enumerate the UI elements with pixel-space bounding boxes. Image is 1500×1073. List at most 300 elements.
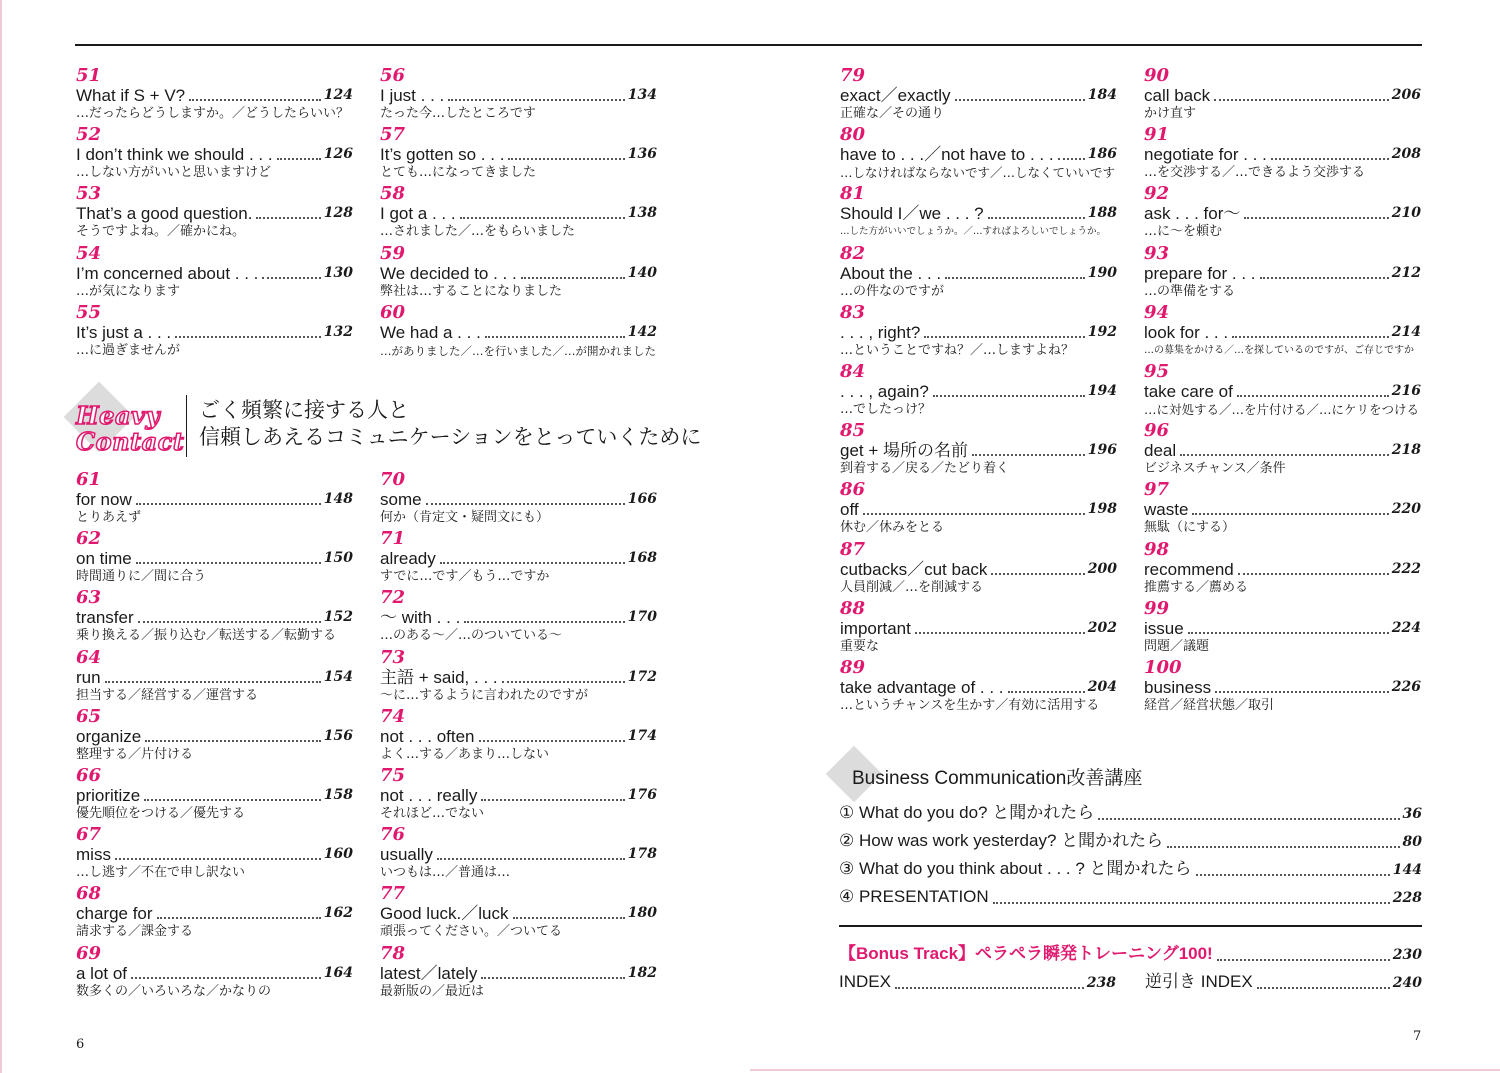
toc-entry[interactable] (76, 303, 353, 362)
page-edge-left (0, 0, 2, 1073)
page-number: 220 (1391, 501, 1421, 518)
toc-entry[interactable] (76, 884, 353, 943)
page-number: 124 (323, 87, 353, 103)
entry-phrase: off (840, 500, 859, 520)
entry-number: 86 (840, 479, 866, 501)
entry-phrase: It’s gotten so . . . (380, 145, 505, 165)
toc-entry[interactable] (76, 825, 353, 884)
leader-dots (136, 503, 321, 505)
toc-entry[interactable] (380, 529, 657, 588)
entry-phrase: look for . . . (1144, 322, 1229, 342)
entry-number: 55 (76, 301, 102, 323)
leader-dots (262, 277, 320, 279)
leader-dots (1271, 158, 1389, 160)
entry-phrase: charge for (76, 904, 153, 924)
page-number: 222 (1391, 560, 1421, 577)
entry-phrase: Good luck.／luck (380, 904, 509, 924)
entry-line (380, 323, 657, 342)
toc-entry[interactable] (840, 125, 1117, 184)
leader-dots (115, 858, 321, 860)
entry-phrase: . . . , again? (840, 381, 929, 401)
entry-phrase: call back (1144, 86, 1211, 105)
bonus-track-item[interactable] (839, 943, 1422, 965)
section-divider (186, 395, 187, 457)
bonus-track-label: 【Bonus Track】ペラペラ瞬発トレーニング100! (839, 944, 1213, 963)
entry-translation: …だったらどうしますか。／どうしたらいい？ (76, 106, 350, 121)
index-item[interactable] (839, 971, 1116, 993)
leader-dots (1167, 846, 1399, 848)
leader-dots (136, 562, 321, 564)
entry-translation: 経営／経営状態／取引 (1144, 697, 1275, 713)
entry-number: 80 (840, 124, 866, 146)
entry-line (1144, 382, 1421, 401)
entry-number: 62 (76, 528, 102, 550)
toc-entry[interactable] (76, 66, 353, 125)
entry-line (380, 490, 657, 509)
toc-entry[interactable] (840, 480, 1117, 539)
entry-line (840, 382, 1117, 401)
page-number: 152 (323, 609, 353, 626)
entry-number: 78 (380, 942, 406, 964)
entry-translation: …がありました／…を行いました／…が開かれました (380, 343, 656, 358)
entry-translation: …というチャンスを生かす／有効に活用する (840, 697, 1100, 713)
entry-translation: かけ直す (1144, 106, 1197, 121)
toc-entry[interactable] (76, 944, 353, 1003)
toc-entry[interactable] (380, 244, 657, 303)
entry-number: 73 (380, 646, 406, 668)
toc-entry[interactable] (1144, 184, 1421, 243)
entry-phrase: I’m concerned about . . . (76, 263, 259, 283)
entry-phrase: waste (1144, 500, 1189, 520)
toc-entry[interactable] (840, 658, 1117, 717)
toc-entry[interactable] (76, 766, 353, 825)
entry-line (840, 204, 1117, 223)
entry-phrase: cutbacks／cut back (840, 559, 988, 579)
entry-line (380, 845, 657, 864)
entry-line (76, 86, 353, 105)
page-number: 164 (323, 964, 353, 981)
entry-number: 72 (380, 587, 406, 609)
entry-line (840, 323, 1117, 342)
entry-line (840, 619, 1117, 638)
entry-phrase: I got a . . . (380, 204, 456, 224)
toc-entry[interactable] (380, 66, 657, 125)
leader-dots (256, 217, 320, 219)
folio-right: 7 (1413, 1029, 1422, 1044)
entry-phrase: take advantage of . . . (840, 677, 1004, 697)
entry-phrase: I just . . . (380, 86, 445, 105)
entry-line (840, 441, 1117, 460)
entry-number: 53 (76, 183, 102, 205)
entry-number: 99 (1144, 597, 1170, 619)
toc-entry[interactable] (1144, 480, 1421, 539)
entry-number: 96 (1144, 420, 1170, 442)
page-number: 158 (323, 786, 353, 803)
leader-dots (915, 632, 1085, 634)
entry-translation: …に対処する／…を片付ける／…にケリをつける (1144, 401, 1420, 417)
entry-line (76, 549, 353, 568)
entry-line (840, 86, 1117, 105)
entry-number: 90 (1144, 65, 1170, 86)
entry-translation: 担当する／経営する／運営する (76, 687, 259, 703)
page-number: 200 (1087, 560, 1117, 577)
leader-dots (144, 799, 321, 801)
entry-translation: とても…になってきました (380, 165, 537, 181)
leader-dots (145, 740, 321, 742)
entry-number: 54 (76, 242, 102, 264)
toc-entry[interactable] (840, 66, 1117, 125)
entry-line (380, 86, 657, 105)
entry-translation: とりあえず (76, 510, 142, 525)
entry-number: 94 (1144, 301, 1170, 323)
leader-dots (277, 158, 321, 160)
entry-line (76, 845, 353, 864)
toc-entry[interactable] (380, 184, 657, 243)
page-number: 218 (1391, 442, 1421, 459)
page-number: 228 (1392, 890, 1422, 906)
entry-line (840, 560, 1117, 579)
toc-entry[interactable] (380, 648, 657, 707)
entry-number: 57 (380, 124, 406, 146)
entry-translation: …に～を頼む (1144, 224, 1223, 240)
toc-entry[interactable] (380, 944, 657, 1003)
leader-dots (437, 858, 625, 860)
toc-entry[interactable] (380, 884, 657, 943)
toc-entry[interactable] (1144, 599, 1421, 658)
entry-line (76, 204, 353, 223)
entry-line (1144, 204, 1421, 223)
page-number: 176 (627, 786, 657, 803)
leader-dots (988, 217, 1085, 219)
toc-entry[interactable] (840, 599, 1117, 658)
leader-dots (175, 336, 321, 338)
page-number: 142 (627, 323, 657, 340)
entry-translation: …が気になります (76, 283, 181, 299)
entry-translation: そうですよね。／確かにね。 (76, 224, 246, 240)
toc-entry[interactable] (1144, 540, 1421, 599)
entry-translation: よく…する／あまり…しない (380, 746, 550, 762)
toc-entry[interactable] (380, 766, 657, 825)
leader-dots (513, 917, 625, 919)
entry-line (76, 727, 353, 746)
page-number: 192 (1087, 323, 1117, 340)
reverse-index-label: 逆引き INDEX (1145, 972, 1253, 991)
toc-entry[interactable] (1144, 303, 1421, 362)
entry-line (76, 964, 353, 983)
toc-entry[interactable] (380, 303, 657, 362)
entry-translation: 時間通りに／間に合う (76, 569, 207, 585)
toc-entry[interactable] (1144, 658, 1421, 717)
entry-line (1144, 619, 1421, 638)
entry-number: 88 (840, 597, 866, 619)
leader-dots (1214, 99, 1389, 101)
entry-translation: …ということですね？／…しますよね？ (840, 342, 1075, 358)
page-number: 206 (1391, 87, 1421, 103)
entry-phrase: exact／exactly (840, 86, 951, 105)
page-number: 204 (1087, 678, 1117, 695)
entry-number: 95 (1144, 360, 1170, 382)
toc-entry[interactable] (76, 529, 353, 588)
entry-phrase: prioritize (76, 785, 141, 805)
heavy-contact-badge (68, 385, 188, 463)
toc-entry[interactable] (380, 125, 657, 184)
entry-number: 58 (380, 183, 406, 205)
folio-left: 6 (76, 1037, 85, 1052)
entry-phrase: a lot of (76, 963, 128, 983)
toc-entry[interactable] (840, 421, 1117, 480)
entry-translation: 弊社は…することになりました (380, 283, 563, 299)
page-number: 130 (323, 264, 353, 281)
section-rule (839, 925, 1422, 927)
entry-line (1144, 86, 1421, 105)
page-number: 156 (323, 727, 353, 744)
page-number: 126 (323, 146, 353, 163)
entry-number: 66 (76, 764, 102, 786)
entry-number: 68 (76, 883, 102, 905)
entry-phrase: transfer (76, 608, 134, 628)
entry-phrase: deal (1144, 441, 1177, 461)
page-number: 202 (1087, 619, 1117, 636)
entry-translation: 休む／休みをとる (840, 520, 945, 536)
entry-translation: 到着する／戻る／たどり着く (840, 461, 1010, 477)
entry-number: 64 (76, 646, 102, 668)
leader-dots (502, 681, 625, 683)
entry-translation: 請求する／課金する (76, 924, 194, 940)
leader-dots (1237, 395, 1389, 397)
entry-phrase: . . . , right? (840, 322, 921, 342)
toc-entry[interactable] (380, 588, 657, 647)
entry-phrase: have to . . .／not have to . . . (840, 145, 1054, 165)
bc-item-2[interactable] (839, 830, 1422, 852)
entry-translation: …を交渉する／…できるよう交渉する (1144, 165, 1366, 181)
entry-line (380, 204, 657, 223)
toc-entry[interactable] (1144, 66, 1421, 125)
entry-line (76, 264, 353, 283)
entry-translation: …した方がいいでしょうか。／…すればよろしいでしょうか。 (840, 226, 1107, 238)
toc-entry[interactable] (840, 303, 1117, 362)
entry-phrase: take care of (1144, 381, 1233, 401)
entry-line (380, 727, 657, 746)
page-number: 150 (323, 550, 353, 567)
toc-entry[interactable] (380, 825, 657, 884)
entry-translation: …の準備をする (1144, 283, 1236, 299)
entry-number: 93 (1144, 242, 1170, 264)
entry-number: 97 (1144, 479, 1170, 501)
toc-entry[interactable] (840, 184, 1117, 243)
page-number: 198 (1087, 501, 1117, 518)
entry-translation: 無駄（にする） (1144, 520, 1236, 536)
entry-number: 92 (1144, 183, 1170, 205)
toc-entry[interactable] (840, 362, 1117, 421)
entry-line (840, 678, 1117, 697)
entry-line (380, 145, 657, 164)
page-number: 180 (627, 905, 657, 922)
heavy-label: Heavy (76, 401, 160, 430)
entry-number: 56 (380, 65, 406, 86)
bc-item-3[interactable] (839, 858, 1422, 880)
entry-translation: すでに…です／もう…ですか (380, 569, 550, 585)
leader-dots (1260, 277, 1389, 279)
entry-phrase: some (380, 490, 422, 509)
page-number: 36 (1402, 806, 1422, 822)
page-number: 160 (323, 846, 353, 863)
entry-translation: いつもは…／普通は… (380, 865, 511, 881)
entry-phrase: ask . . . for～ (1144, 204, 1241, 224)
entry-translation: 重要な (840, 638, 880, 654)
toc-column-90-100 (1144, 66, 1421, 717)
toc-column-61-69 (76, 470, 353, 1003)
entry-translation: 数多くの／いろいろな／かなりの (76, 983, 272, 999)
entry-line (1144, 441, 1421, 460)
bc-item-4[interactable] (839, 886, 1422, 908)
leader-dots (1257, 987, 1390, 989)
leader-dots (1058, 158, 1085, 160)
toc-entry[interactable] (1144, 244, 1421, 303)
page-number: 166 (627, 491, 657, 507)
entry-phrase: I don’t think we should . . . (76, 145, 273, 165)
entry-phrase: That’s a good question. (76, 204, 253, 224)
entry-translation: …でしたっけ？ (840, 401, 932, 417)
entry-phrase: issue (1144, 618, 1184, 638)
leader-dots (440, 562, 625, 564)
page-number: 134 (627, 87, 657, 103)
page-number: 178 (627, 846, 657, 863)
entry-number: 91 (1144, 124, 1170, 146)
entry-line (76, 668, 353, 687)
page-number: 170 (627, 609, 657, 626)
entry-line (380, 904, 657, 923)
page-edge-bottom (750, 1069, 1500, 1071)
entry-number: 74 (380, 705, 406, 727)
entry-phrase: organize (76, 726, 142, 746)
leader-dots (157, 917, 321, 919)
contact-label: Contact (76, 427, 185, 456)
page-number: 226 (1391, 678, 1421, 695)
page-number: 214 (1391, 323, 1421, 340)
leader-dots (189, 99, 321, 101)
bc-item-label: ③ What do you think about . . . ? と聞かれたら (839, 859, 1192, 878)
entry-phrase: for now (76, 490, 132, 509)
entry-number: 52 (76, 124, 102, 146)
page-number: 168 (627, 550, 657, 567)
entry-number: 98 (1144, 538, 1170, 560)
entry-line (1144, 145, 1421, 164)
toc-entry[interactable] (380, 707, 657, 766)
leader-dots (945, 277, 1085, 279)
entry-phrase: important (840, 618, 911, 638)
page-number: 212 (1391, 264, 1421, 281)
leader-dots (1232, 336, 1389, 338)
section-heading-line2: 信頼しあえるコミュニケーションをとっていくために (199, 425, 702, 449)
toc-entry[interactable] (840, 540, 1117, 599)
leader-dots (131, 977, 321, 979)
index-label: INDEX (839, 972, 891, 991)
entry-line (76, 786, 353, 805)
toc-entry[interactable] (76, 470, 353, 529)
entry-number: 87 (840, 538, 866, 560)
bc-item-label: ② How was work yesterday? と聞かれたら (839, 831, 1164, 850)
toc-entry[interactable] (1144, 362, 1421, 421)
leader-dots (1196, 874, 1390, 876)
entry-number: 65 (76, 705, 102, 727)
toc-entry[interactable] (76, 588, 353, 647)
page-number: 138 (627, 205, 657, 222)
entry-translation: 正確な／その通り (840, 106, 945, 121)
toc-entry[interactable] (76, 707, 353, 766)
entry-phrase: run (76, 667, 101, 687)
toc-entry[interactable] (1144, 125, 1421, 184)
entry-number: 76 (380, 824, 406, 846)
entry-translation: 頑張ってください。／ついてる (380, 924, 563, 940)
leader-dots (479, 740, 625, 742)
toc-column-51-55 (76, 66, 353, 362)
leader-dots (460, 217, 625, 219)
toc-entry[interactable] (840, 244, 1117, 303)
leader-dots (1238, 573, 1389, 575)
page-number: 240 (1392, 975, 1422, 991)
toc-entry[interactable] (380, 470, 657, 529)
toc-column-70-78 (380, 470, 657, 1003)
page-number: 148 (323, 491, 353, 507)
entry-phrase: ～ with . . . (380, 608, 461, 628)
leader-dots (448, 99, 625, 101)
page-number: 128 (323, 205, 353, 222)
toc-entry[interactable] (76, 244, 353, 303)
entry-translation: ビジネスチャンス／条件 (1144, 461, 1286, 477)
page-number: 186 (1087, 146, 1117, 163)
entry-number: 100 (1144, 656, 1182, 678)
entry-number: 59 (380, 242, 406, 264)
entry-line (380, 668, 657, 687)
entry-phrase: Should I／we . . . ? (840, 204, 984, 224)
entry-number: 83 (840, 301, 866, 323)
bc-item-label: ④ PRESENTATION (839, 887, 989, 906)
entry-phrase: It’s just a . . . (76, 322, 172, 342)
toc-entry[interactable] (1144, 421, 1421, 480)
entry-phrase: 主語 + said, . . . (380, 667, 498, 687)
entry-line (380, 608, 657, 627)
leader-dots (933, 395, 1085, 397)
page-number: 132 (323, 323, 353, 340)
leader-dots (464, 621, 624, 623)
entry-number: 75 (380, 764, 406, 786)
entry-translation: それほど…でない (380, 805, 485, 821)
bc-item-1[interactable] (839, 802, 1422, 824)
entry-translation: 最新版の／最近は (380, 983, 485, 999)
leader-dots (863, 513, 1085, 515)
entry-number: 79 (840, 65, 866, 86)
leader-dots (481, 977, 624, 979)
toc-entry[interactable] (76, 184, 353, 243)
page-number: 162 (323, 905, 353, 922)
leader-dots (426, 503, 625, 505)
leader-dots (1192, 513, 1388, 515)
page-number: 140 (627, 264, 657, 281)
toc-entry[interactable] (76, 648, 353, 707)
business-communication-title: Business Communication改善講座 (852, 768, 1143, 789)
entry-number: 60 (380, 301, 406, 323)
reverse-index-item[interactable] (1145, 971, 1422, 993)
toc-entry[interactable] (76, 125, 353, 184)
entry-number: 70 (380, 469, 406, 490)
leader-dots (972, 454, 1085, 456)
entry-number: 63 (76, 587, 102, 609)
entry-translation: …し逃す／不在で申し訳ない (76, 865, 246, 881)
page-number: 182 (627, 964, 657, 981)
entry-line (76, 904, 353, 923)
entry-phrase: usually (380, 845, 433, 865)
entry-phrase: About the . . . (840, 263, 942, 283)
